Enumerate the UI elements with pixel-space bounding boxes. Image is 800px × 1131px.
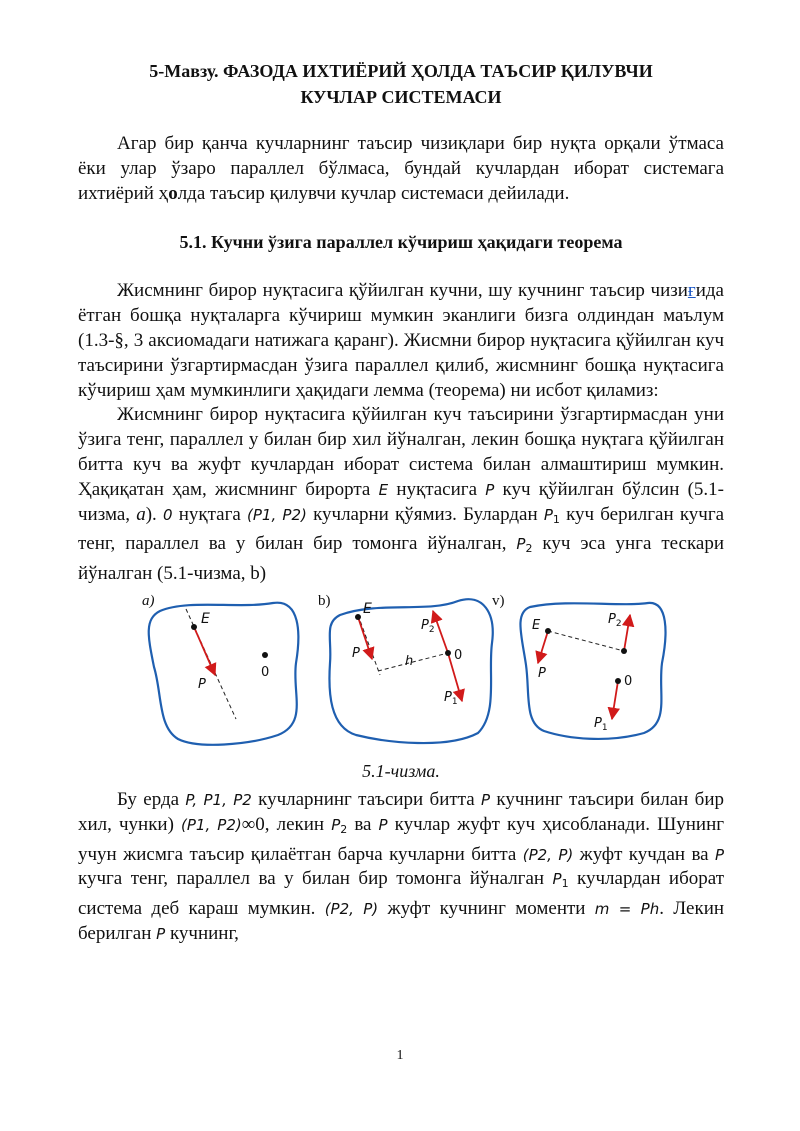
pair-p1-p2: (P1, P2) bbox=[247, 505, 307, 524]
svg-text:P2: $P_2$ bbox=[421, 617, 435, 635]
svg-text:0: 0 bbox=[454, 647, 463, 663]
page-title bbox=[78, 58, 724, 110]
figure-drawing bbox=[78, 593, 724, 756]
svg-text:0: 0 bbox=[261, 664, 270, 680]
svg-text:P: P bbox=[352, 645, 360, 661]
force-p2-v bbox=[624, 615, 630, 651]
svg-text:P2: $P_2$ bbox=[608, 611, 622, 629]
svg-text:0: 0 bbox=[624, 673, 633, 689]
body-outline-a bbox=[149, 603, 299, 745]
svg-text:h: h bbox=[405, 653, 414, 669]
svg-text:E: E bbox=[363, 600, 372, 617]
label-v: v) bbox=[492, 592, 505, 609]
page-number: 1 bbox=[396, 1048, 404, 1063]
force-p-a bbox=[194, 627, 215, 675]
document-page bbox=[78, 58, 724, 947]
point-e-a bbox=[191, 624, 197, 630]
force-p-v bbox=[538, 631, 548, 663]
force-p2-b bbox=[433, 611, 448, 653]
label-a: a) bbox=[142, 592, 155, 609]
body-outline-b bbox=[329, 599, 492, 743]
paragraph-1: Жисмнинг бирор нуқтасига қўйилган кучни, шу кучнинг таъсир чизиғида ётган бошқа нуқталарга кўчириш мумкин эканлиги бизга олдиндан маълум (1.3-§, 3 аксиомадаги натижага қаранг). Жисмни бирор нуқтасига қўйилган куч таъсирини ўзгартирмасдан ўзига параллел қилиб, жисмнинг бошқа нуқтасига кўчириш ҳам мумкинлиги ҳақидаги лемма (теорема) ни исбот қиламиз: bbox=[78, 280, 724, 401]
intro-paragraph: Агар бир қанча кучларнинг таъсир чизиқлари бир нуқта орқали ўтмаса ёки улар ўзаро параллел бўлмаса, бундай кучлардан иборат системага ихтиёрий ҳолда таъсир қилувчи кучлар системаси дейилади. bbox=[78, 133, 724, 204]
section-heading: 5.1. Кучни ўзига параллел кўчириш ҳақидаги теорема bbox=[179, 232, 623, 253]
point-0-a bbox=[262, 652, 268, 658]
svg-text:P: P bbox=[198, 676, 206, 692]
svg-text:P: P bbox=[538, 665, 546, 681]
paragraph-2: Жисмнинг бирор нуқтасига қўйилган куч таъсирини ўзгартирмасдан уни ўзига тенг, параллел у билан бир хил йўналган, лекин бошқа нуқтага қўйилган битта куч ва жуфт кучлардан иборат система билан алмаштириш мумкин. Ҳақиқатан ҳам, жисмнинг бирорта E нуқтасига P куч қўйилган бўлсин (5.1-чизма, а). 0 нуқтага (P1, P2) кучларни қўямиз. Булардан $P_1$ куч берилган кучга тенг, параллел ва у билан бир томонга йўналган, $P_2$ куч эса унга тескари йўналган (5.1-чизма, b) bbox=[78, 404, 725, 585]
text-link[interactable]: ғ bbox=[687, 280, 696, 302]
force-p-b bbox=[358, 617, 372, 659]
title-line-2: КУЧЛАР СИСТЕМАСИ bbox=[300, 87, 502, 107]
svg-text:P1: $P_1$ bbox=[444, 689, 458, 707]
figure-caption: 5.1-чизма. bbox=[362, 760, 440, 781]
moment-formula: m = Ph bbox=[594, 900, 660, 919]
svg-text:E: E bbox=[532, 617, 541, 633]
svg-text:P1: $P_1$ bbox=[594, 715, 608, 733]
title-line-1: 5-Мавзу. ФАЗОДА ИХТИЁРИЙ ҲОЛДА ТАЪСИР ҚИЛУВЧИ bbox=[149, 61, 653, 81]
paragraph-3: Бу ерда P, P1, P2 кучларнинг таъсири битта P кучнинг таъсири билан бир хил, чунки) (P1, P2)∞0, лекин $P_2$ ва P кучлар жуфт куч ҳисобланади. Шунинг учун жисмга таъсир қилаётган барча кучларни битта (P2, P) жуфт кучдан ва P кучга тенг, параллел ва у билан бир томонга йўналган $P_1$ кучлардан иборат система деб караш мумкин. (P2, P) жуфт кучнинг моменти m = Ph. Лекин берилган P кучнинг, bbox=[78, 788, 725, 944]
figure-5-1 bbox=[78, 593, 724, 756]
svg-text:E: E bbox=[201, 610, 210, 627]
force-p1-v bbox=[612, 681, 618, 719]
label-b: b) bbox=[318, 592, 331, 609]
